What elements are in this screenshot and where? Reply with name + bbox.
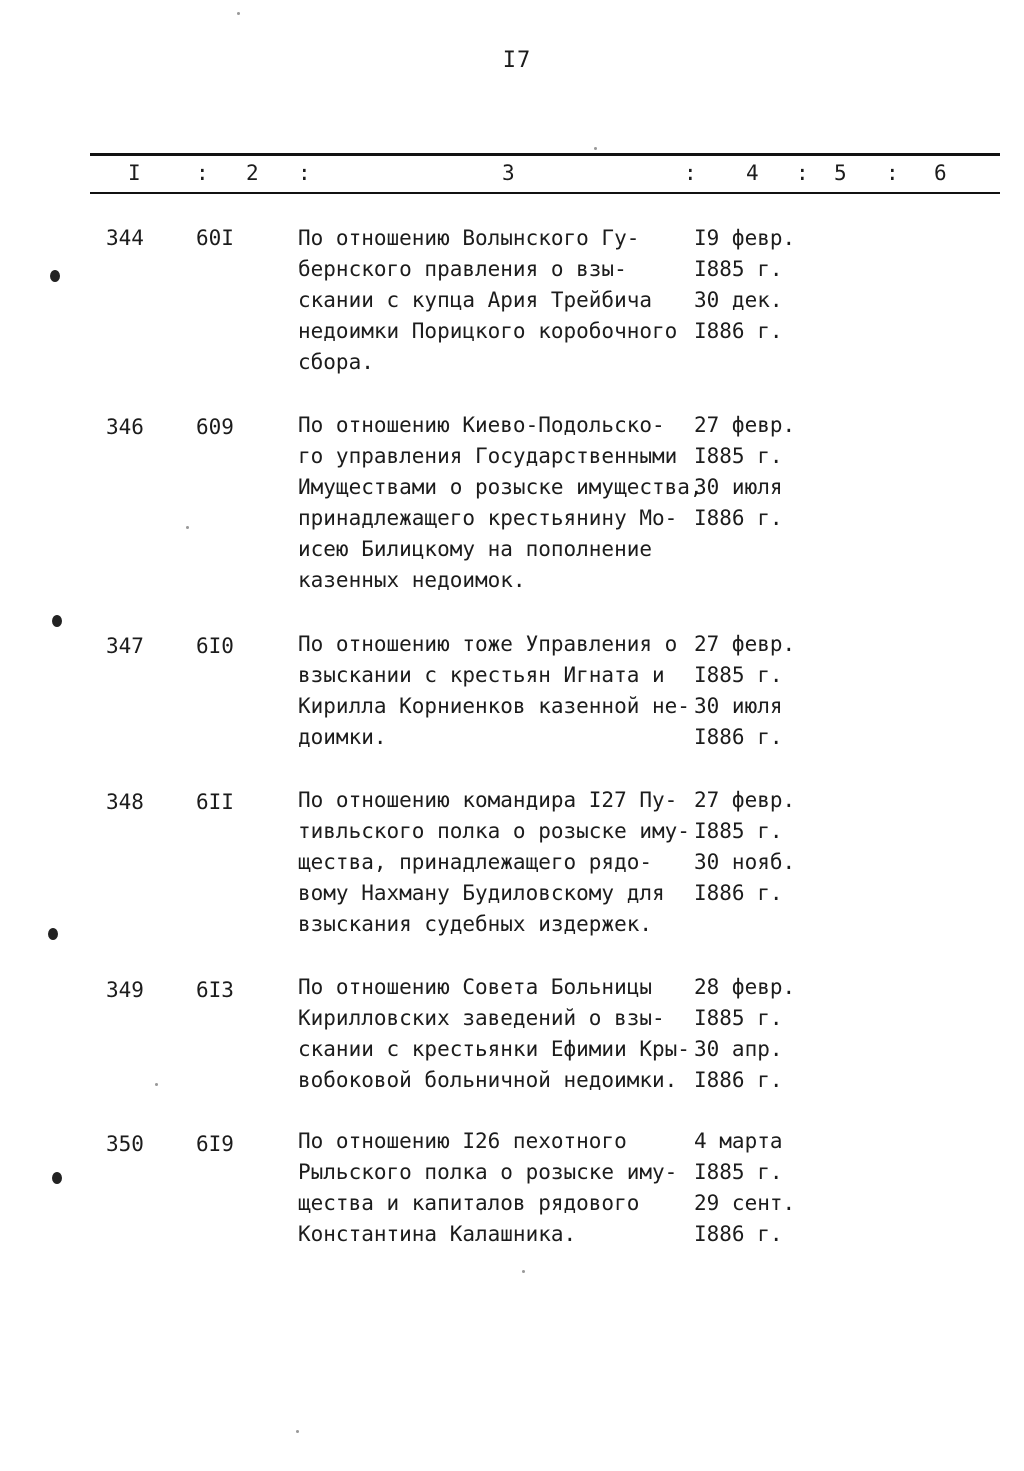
file-number: 6I9 [196, 1132, 234, 1156]
header-bottom-rule [90, 192, 1000, 194]
scan-speck [186, 526, 189, 529]
header-col1: I [128, 161, 141, 185]
case-title: По отношению Волынского Гу- бернского правления о взы- скании с купца Ария Трейбича недоимки Порицкого коробочного сбора. [298, 226, 678, 374]
case-title: По отношению I26 пехотного Рыльского полка о розыске иму- щества и капиталов рядового Константина Калашника. [298, 1129, 678, 1246]
row-number: 349 [106, 978, 144, 1002]
header-col6: 6 [934, 161, 947, 185]
scan-speck [296, 1430, 299, 1433]
scan-speck [155, 1083, 158, 1086]
header-top-rule [90, 153, 1000, 156]
row-number: 346 [106, 415, 144, 439]
header-sep3: : [684, 161, 697, 185]
header-sep5: : [886, 161, 899, 185]
case-dates: 27 февр. I885 г. 30 нояб. I886 г. [694, 788, 796, 905]
row-number: 344 [106, 226, 144, 250]
binding-hole-mark [52, 1172, 62, 1184]
row-number: 350 [106, 1132, 144, 1156]
binding-hole-mark [48, 928, 58, 940]
case-title: По отношению тоже Управления о взыскании с крестьян Игната и Кирилла Корниенков казенной не- доимки. [298, 632, 690, 749]
case-title: По отношению Киево-Подольско- го управления Государственными Имуществами о розыске имущества, принадлежащего крестьянину Мо- исею Билицкому на пополнение казенных недоимок. [298, 413, 703, 592]
case-dates: 4 марта I885 г. 29 сент. I886 г. [694, 1129, 796, 1246]
header-col5: 5 [834, 161, 847, 185]
binding-hole-mark [50, 270, 60, 282]
scan-speck [522, 1270, 525, 1273]
file-number: 6I3 [196, 978, 234, 1002]
header-sep4: : [796, 161, 809, 185]
case-dates: 27 февр. I885 г. 30 июля I886 г. [694, 413, 796, 530]
file-number: 60I [196, 226, 234, 250]
file-number: 6II [196, 790, 234, 814]
row-number: 347 [106, 634, 144, 658]
file-number: 609 [196, 415, 234, 439]
page-number: I7 [502, 48, 532, 73]
file-number: 6I0 [196, 634, 234, 658]
case-dates: 28 февр. I885 г. 30 апр. I886 г. [694, 975, 796, 1092]
binding-hole-mark [52, 615, 62, 627]
scan-speck [594, 147, 597, 150]
scan-speck [237, 12, 240, 15]
case-dates: 27 февр. I885 г. 30 июля I886 г. [694, 632, 796, 749]
header-sep2: : [298, 161, 311, 185]
header-col3: 3 [502, 161, 515, 185]
case-title: По отношению командира I27 Пу- тивльского полка о розыске иму- щества, принадлежащего рядо- вому Нахману Будиловскому для взыскания судебных издержек. [298, 788, 690, 936]
header-col2: 2 [246, 161, 259, 185]
header-col4: 4 [746, 161, 759, 185]
header-sep1: : [196, 161, 209, 185]
case-title: По отношению Совета Больницы Кирилловских заведений о взы- скании с крестьянки Ефимии Кры- вобоковой больничной недоимки. [298, 975, 690, 1092]
case-dates: I9 февр. I885 г. 30 дек. I886 г. [694, 226, 796, 343]
row-number: 348 [106, 790, 144, 814]
